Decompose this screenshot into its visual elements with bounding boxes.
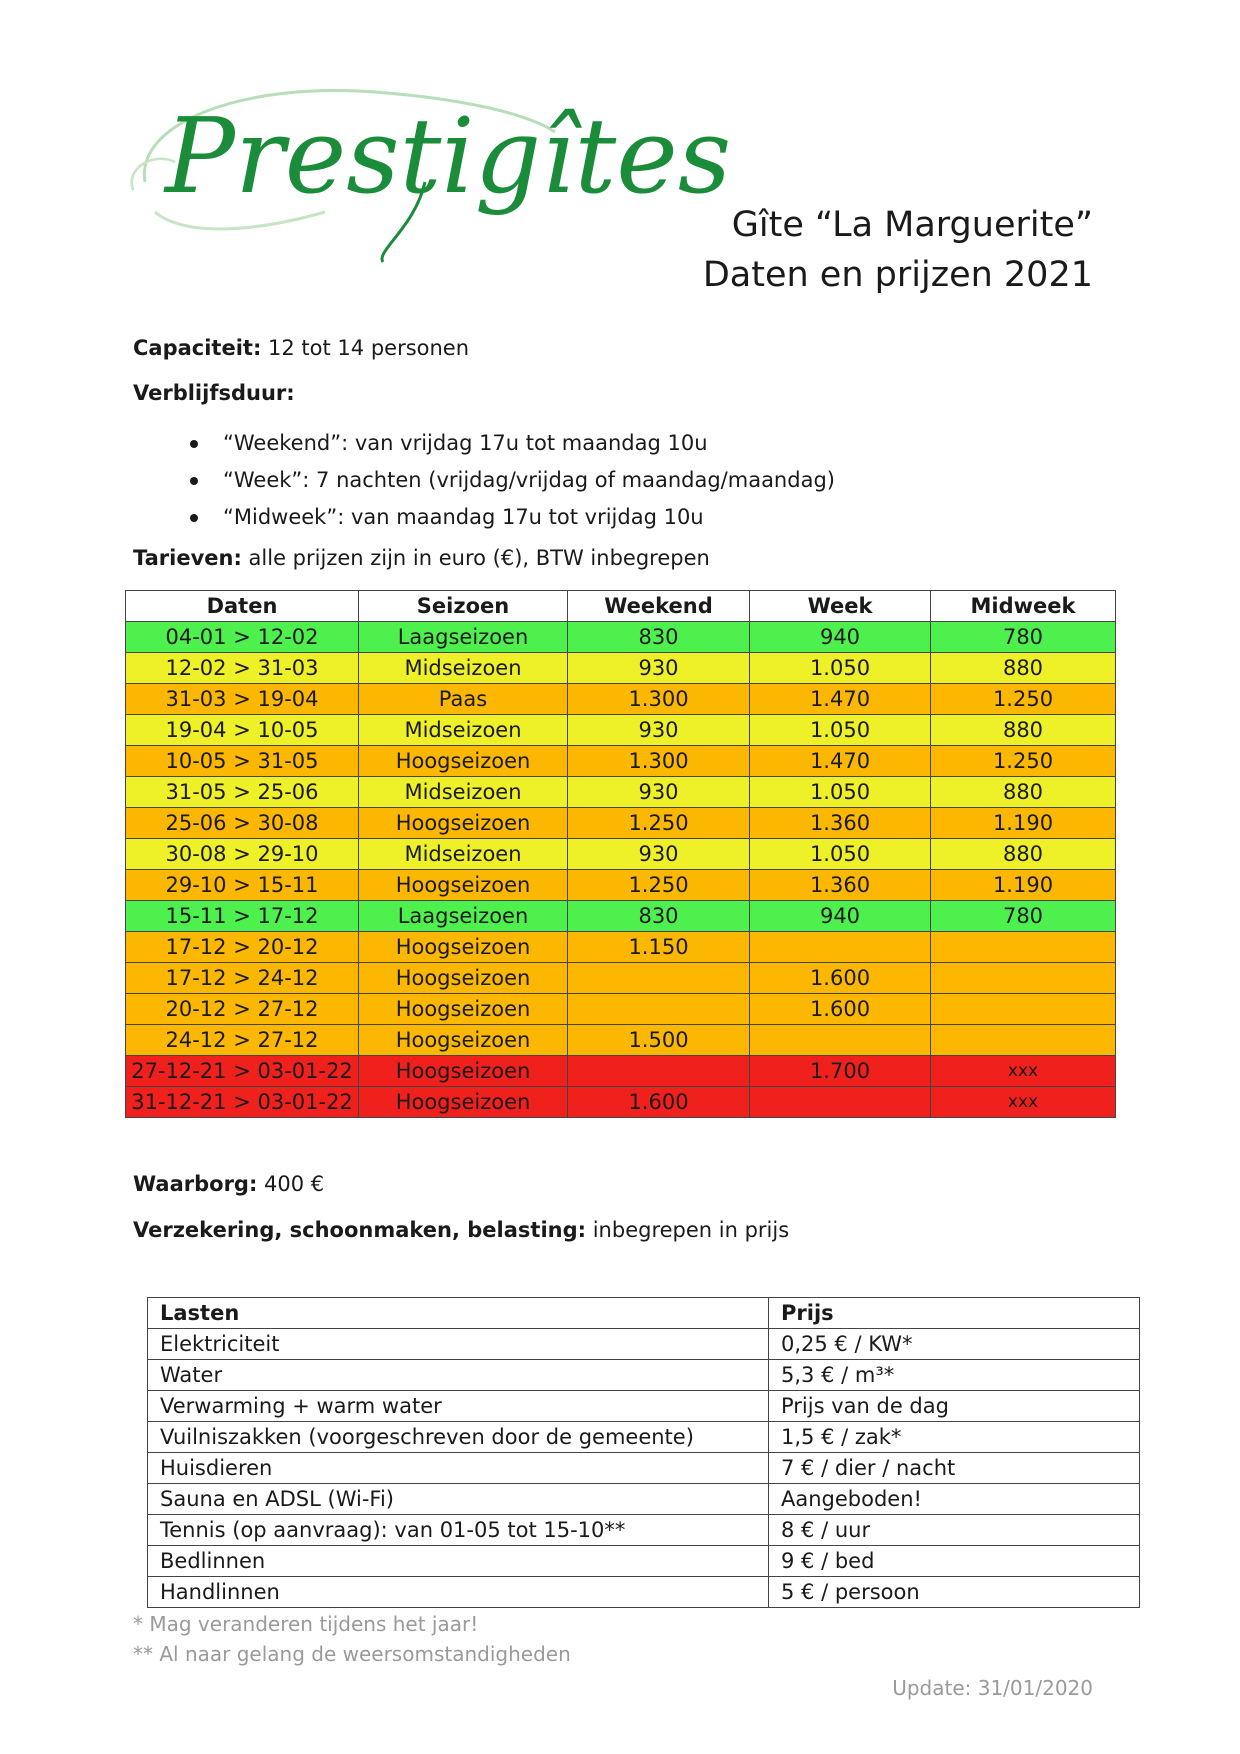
table-cell: 830 [568, 901, 750, 932]
document-title [703, 200, 1093, 300]
table-cell: Handlinnen [148, 1577, 769, 1608]
table-cell [568, 994, 750, 1025]
table-cell: 930 [568, 653, 750, 684]
included-line [133, 1218, 789, 1242]
table-row [126, 1087, 1116, 1118]
table-row [148, 1453, 1140, 1484]
capacity-label: Capaciteit: [133, 336, 262, 360]
footnote-1: * Mag veranderen tijdens het jaar! [133, 1612, 479, 1636]
table-cell: Prijs van de dag [769, 1391, 1140, 1422]
table-cell: 15-11 > 17-12 [126, 901, 359, 932]
table-cell: Huisdieren [148, 1453, 769, 1484]
table-cell: Hoogseizoen [359, 932, 568, 963]
table-cell: 1.470 [750, 746, 931, 777]
table-cell: 20-12 > 27-12 [126, 994, 359, 1025]
stay-duration-heading [133, 381, 295, 405]
charges-table-body [148, 1329, 1140, 1608]
table-cell: 10-05 > 31-05 [126, 746, 359, 777]
table-cell: 940 [750, 622, 931, 653]
table-row [126, 653, 1116, 684]
capacity-value: 12 tot 14 personen [261, 336, 470, 360]
table-cell: 1.470 [750, 684, 931, 715]
table-cell: 1.250 [568, 808, 750, 839]
table-row [148, 1329, 1140, 1360]
table-cell: Midseizoen [359, 839, 568, 870]
footnote-2: ** Al naar gelang de weersomstandigheden [133, 1642, 571, 1666]
table-cell: Laagseizoen [359, 622, 568, 653]
table-cell: 04-01 > 12-02 [126, 622, 359, 653]
table-cell: Verwarming + warm water [148, 1391, 769, 1422]
table-cell: 780 [931, 622, 1116, 653]
table-cell: Hoogseizoen [359, 1056, 568, 1087]
table-row [148, 1484, 1140, 1515]
table-cell: 1.050 [750, 715, 931, 746]
table-cell: 1.250 [568, 870, 750, 901]
column-header-weekend: Weekend [568, 591, 750, 622]
table-cell: 930 [568, 777, 750, 808]
table-row [126, 777, 1116, 808]
column-header-week: Week [750, 591, 931, 622]
table-cell [931, 963, 1116, 994]
table-cell [750, 932, 931, 963]
table-row [148, 1391, 1140, 1422]
table-cell: 1.600 [750, 994, 931, 1025]
title-line-2: Daten en prijzen 2021 [702, 255, 1093, 295]
table-cell: 1.250 [931, 684, 1116, 715]
table-cell: 1.190 [931, 870, 1116, 901]
table-cell: 29-10 > 15-11 [126, 870, 359, 901]
deposit-line [133, 1172, 324, 1196]
rates-label: Tarieven: [133, 546, 242, 570]
table-cell: 9 € / bed [769, 1546, 1140, 1577]
table-cell: xxx [931, 1087, 1116, 1118]
table-cell: 1.250 [931, 746, 1116, 777]
stay-label: Verblijfsduur: [133, 381, 295, 405]
table-cell: 12-02 > 31-03 [126, 653, 359, 684]
column-header-prijs: Prijs [769, 1298, 1140, 1329]
table-cell: Midseizoen [359, 777, 568, 808]
table-cell: Midseizoen [359, 715, 568, 746]
table-row [148, 1360, 1140, 1391]
column-header-daten: Daten [126, 591, 359, 622]
table-cell: Hoogseizoen [359, 963, 568, 994]
table-cell: 1.190 [931, 808, 1116, 839]
table-row [126, 746, 1116, 777]
table-row [126, 901, 1116, 932]
table-cell: 1.360 [750, 870, 931, 901]
deposit-value: 400 € [257, 1172, 325, 1196]
list-item: “Week”: 7 nachten (vrijdag/vrijdag of maandag/maandag) [190, 462, 835, 499]
prestigites-logo [125, 62, 732, 262]
table-cell: 31-05 > 25-06 [126, 777, 359, 808]
table-cell: 1.600 [568, 1087, 750, 1118]
table-row [126, 1056, 1116, 1087]
table-cell: 30-08 > 29-10 [126, 839, 359, 870]
table-cell: Bedlinnen [148, 1546, 769, 1577]
table-cell: 780 [931, 901, 1116, 932]
table-cell: 880 [931, 777, 1116, 808]
title-line-1: Gîte “La Marguerite” [731, 205, 1093, 245]
table-cell: 930 [568, 839, 750, 870]
table-cell: Aangeboden! [769, 1484, 1140, 1515]
rates-table [125, 590, 1116, 1118]
deposit-label: Waarborg: [133, 1172, 258, 1196]
table-cell: Midseizoen [359, 653, 568, 684]
table-cell: 31-03 > 19-04 [126, 684, 359, 715]
table-cell: Hoogseizoen [359, 1025, 568, 1056]
charges-table [147, 1297, 1140, 1608]
table-cell: 5,3 € / m³* [769, 1360, 1140, 1391]
table-cell: 1.360 [750, 808, 931, 839]
table-cell: Laagseizoen [359, 901, 568, 932]
table-cell: 830 [568, 622, 750, 653]
table-row [126, 715, 1116, 746]
table-row [148, 1515, 1140, 1546]
table-cell: 1.500 [568, 1025, 750, 1056]
logo-text: Prestigîtes [165, 95, 732, 217]
table-cell: Water [148, 1360, 769, 1391]
table-cell: 8 € / uur [769, 1515, 1140, 1546]
table-row [126, 684, 1116, 715]
table-cell: Hoogseizoen [359, 1087, 568, 1118]
table-cell: 880 [931, 715, 1116, 746]
rates-intro [133, 546, 710, 570]
rates-header-row [126, 591, 1116, 622]
table-cell: 1,5 € / zak* [769, 1422, 1140, 1453]
table-cell: 1.050 [750, 777, 931, 808]
included-label: Verzekering, schoonmaken, belasting: [133, 1218, 587, 1242]
column-header-seizoen: Seizoen [359, 591, 568, 622]
table-cell: 880 [931, 839, 1116, 870]
table-cell: Hoogseizoen [359, 870, 568, 901]
table-cell: Vuilniszakken (voorgeschreven door de gemeente) [148, 1422, 769, 1453]
table-row [148, 1577, 1140, 1608]
table-cell: 19-04 > 10-05 [126, 715, 359, 746]
list-item: “Midweek”: van maandag 17u tot vrijdag 10u [190, 499, 835, 536]
update-date: Update: 31/01/2020 [892, 1676, 1093, 1700]
table-cell [568, 1056, 750, 1087]
table-row [126, 622, 1116, 653]
table-row [126, 1025, 1116, 1056]
list-item: “Weekend”: van vrijdag 17u tot maandag 10u [190, 425, 835, 462]
table-cell: Hoogseizoen [359, 808, 568, 839]
table-cell: 1.300 [568, 684, 750, 715]
table-cell: 880 [931, 653, 1116, 684]
table-row [126, 808, 1116, 839]
table-row [126, 839, 1116, 870]
table-row [126, 870, 1116, 901]
table-cell: 27-12-21 > 03-01-22 [126, 1056, 359, 1087]
table-cell: 5 € / persoon [769, 1577, 1140, 1608]
column-header-lasten: Lasten [148, 1298, 769, 1329]
table-cell: xxx [931, 1056, 1116, 1087]
table-cell [568, 963, 750, 994]
table-cell: 1.050 [750, 653, 931, 684]
rates-value: alle prijzen zijn in euro (€), BTW inbegrepen [241, 546, 710, 570]
capacity-line [133, 336, 469, 360]
table-cell: 17-12 > 24-12 [126, 963, 359, 994]
table-cell [750, 1025, 931, 1056]
table-cell [931, 994, 1116, 1025]
table-cell [750, 1087, 931, 1118]
table-row [126, 932, 1116, 963]
table-row [126, 994, 1116, 1025]
rates-table-body [126, 622, 1116, 1118]
table-cell: 1.300 [568, 746, 750, 777]
table-cell [931, 1025, 1116, 1056]
stay-duration-list [190, 425, 835, 536]
charges-header-row [148, 1298, 1140, 1329]
table-cell: 0,25 € / KW* [769, 1329, 1140, 1360]
table-cell: 930 [568, 715, 750, 746]
table-cell: 1.150 [568, 932, 750, 963]
table-cell: 25-06 > 30-08 [126, 808, 359, 839]
table-cell: 31-12-21 > 03-01-22 [126, 1087, 359, 1118]
table-cell: Hoogseizoen [359, 746, 568, 777]
table-row [148, 1546, 1140, 1577]
column-header-midweek: Midweek [931, 591, 1116, 622]
table-cell: 1.700 [750, 1056, 931, 1087]
table-cell: Tennis (op aanvraag): van 01-05 tot 15-10** [148, 1515, 769, 1546]
table-cell: 1.050 [750, 839, 931, 870]
table-cell: Hoogseizoen [359, 994, 568, 1025]
table-cell: Sauna en ADSL (Wi-Fi) [148, 1484, 769, 1515]
table-cell: 24-12 > 27-12 [126, 1025, 359, 1056]
table-cell: Paas [359, 684, 568, 715]
table-row [148, 1422, 1140, 1453]
table-cell: 1.600 [750, 963, 931, 994]
table-cell: Elektriciteit [148, 1329, 769, 1360]
table-row [126, 963, 1116, 994]
table-cell: 7 € / dier / nacht [769, 1453, 1140, 1484]
table-cell [931, 932, 1116, 963]
table-cell: 17-12 > 20-12 [126, 932, 359, 963]
table-cell: 940 [750, 901, 931, 932]
included-value: inbegrepen in prijs [586, 1218, 790, 1242]
